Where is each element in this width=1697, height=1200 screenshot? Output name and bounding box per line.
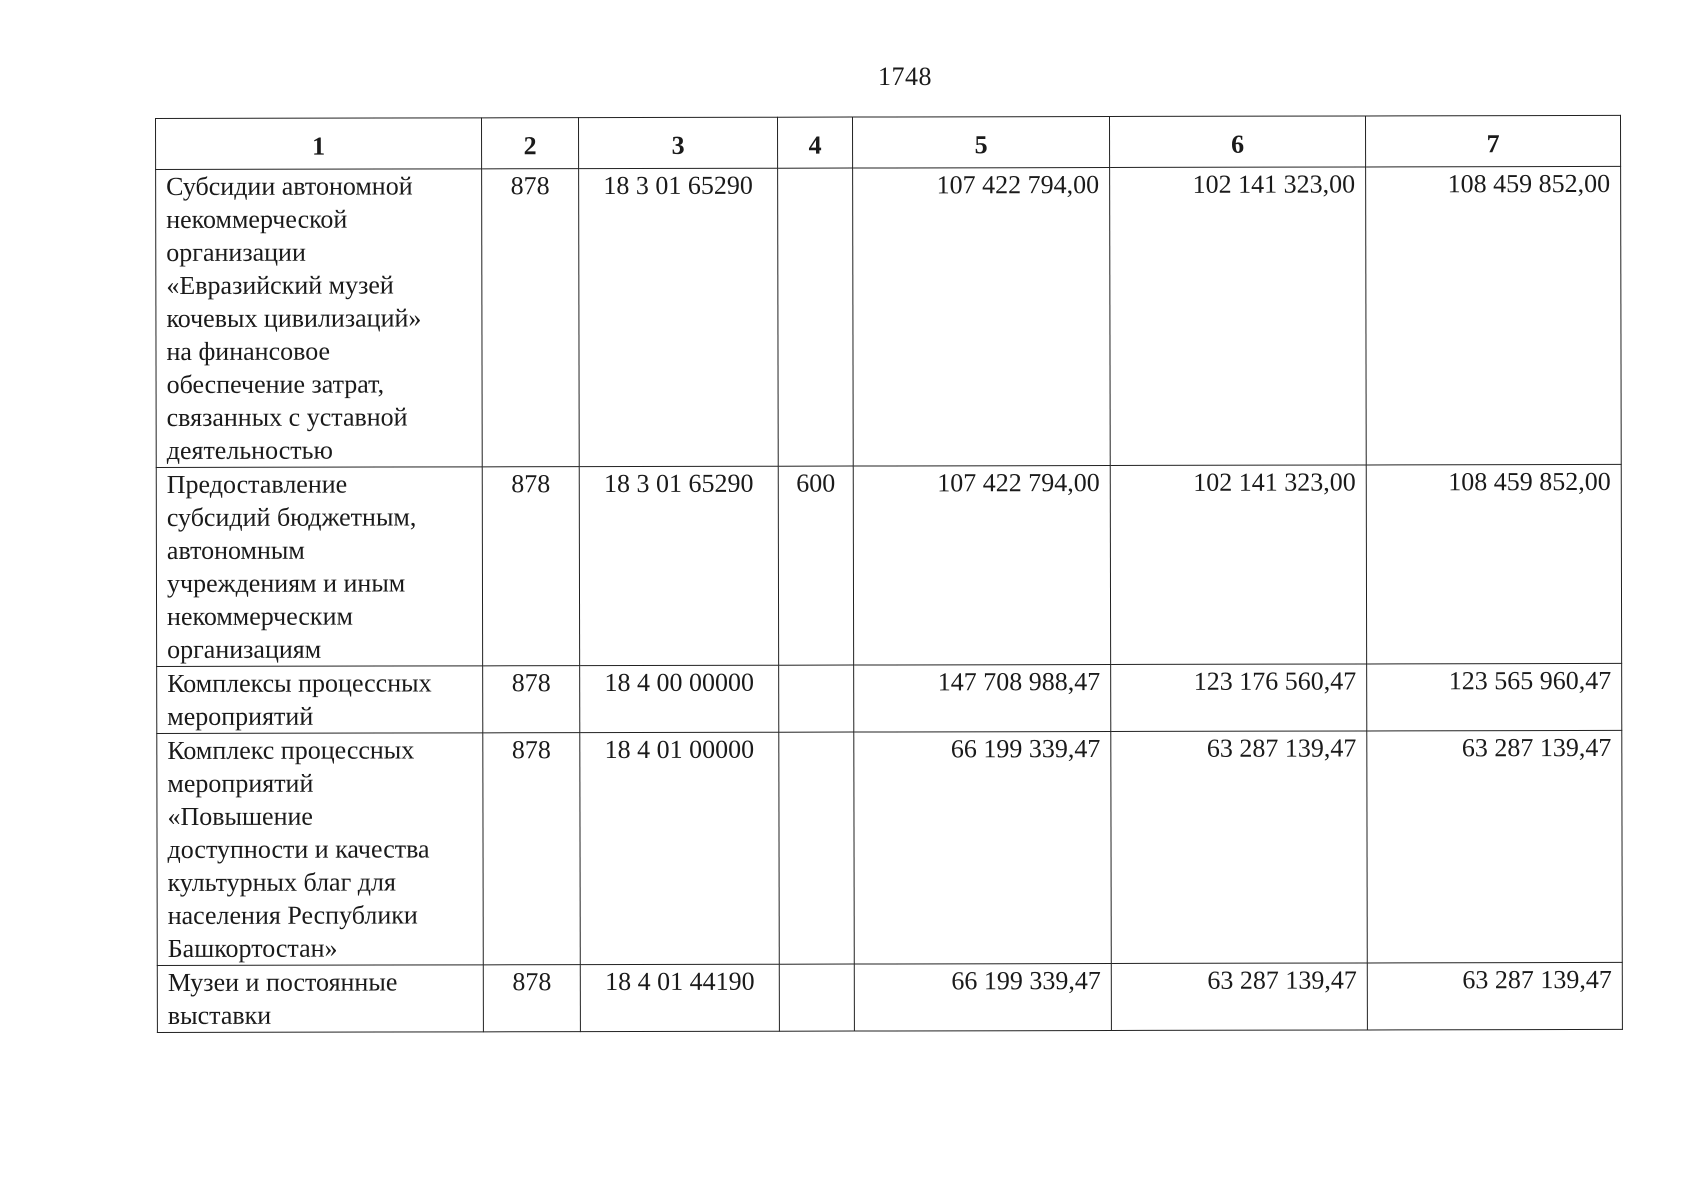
name-line: связанных с уставной [166,402,408,432]
row-col5-cell: 107 422 794,00 [853,168,1111,467]
row-col5-cell: 66 199 339,47 [854,731,1111,964]
row-col2-cell: 878 [483,733,580,965]
header-cell-3: 3 [579,117,778,168]
row-col3-cell: 18 4 01 44190 [580,964,779,1031]
row-name-cell [157,666,483,734]
header-cell-7: 7 [1365,115,1620,167]
name-line: выставки [167,1000,272,1030]
name-line: Музеи и постоянные [167,967,398,997]
row-col5-cell: 107 422 794,00 [853,466,1110,666]
header-cell-2: 2 [482,118,579,169]
name-line: Комплекс процессных [167,735,415,765]
row-col3-cell: 18 3 01 65290 [579,466,778,665]
name-line: деятельностью [166,435,333,465]
row-col4-cell [779,732,854,964]
table-row [157,962,1622,1032]
name-line: субсидий бюджетным, [166,502,417,532]
name-line: автономным [166,535,305,565]
row-name-cell [157,965,483,1033]
row-col2-cell: 878 [482,169,580,467]
header-cell-6: 6 [1109,116,1365,168]
row-col5-cell: 147 708 988,47 [854,664,1111,732]
row-col4-cell [779,964,854,1031]
row-col2-cell: 878 [482,467,579,666]
row-col6-cell: 102 141 323,00 [1110,465,1366,665]
row-col2-cell: 878 [483,965,580,1032]
header-cell-1: 1 [156,118,482,170]
row-col7-cell: 63 287 139,47 [1367,730,1622,963]
row-col6-cell: 102 141 323,00 [1110,167,1367,466]
name-line: Предоставление [166,469,348,499]
table-row [157,730,1622,965]
row-col4-cell [779,665,854,732]
row-col4-cell [778,168,854,466]
row-col6-cell: 63 287 139,47 [1111,731,1367,964]
name-line: некоммерческим [167,601,353,631]
header-cell-5: 5 [852,117,1109,169]
name-line: населения Республики [167,900,418,930]
row-col3-cell: 18 3 01 65290 [579,168,779,466]
name-line: учреждениям и иным [166,568,406,598]
table-row [156,464,1621,666]
name-line: на финансовое [166,336,331,366]
row-name-cell [157,733,483,966]
row-col3-cell: 18 4 01 00000 [580,732,779,964]
row-col7-cell: 108 459 852,00 [1366,464,1621,664]
row-col7-cell: 63 287 139,47 [1367,962,1622,1030]
name-line: мероприятий [167,768,314,798]
name-line: Башкортостан» [167,933,338,963]
name-line: Субсидии автономной [166,171,413,201]
row-col6-cell: 63 287 139,47 [1111,963,1367,1031]
name-line: мероприятий [167,701,314,731]
name-line: доступности и качества [167,834,430,864]
name-line: организациям [167,634,322,664]
name-line: «Повышение [167,801,313,831]
row-col7-cell: 123 565 960,47 [1367,663,1622,731]
name-line: кочевых цивилизаций» [166,303,422,333]
row-col7-cell: 108 459 852,00 [1366,166,1622,465]
name-line: некоммерческой [166,204,348,234]
header-cell-4: 4 [777,117,852,168]
name-line: организации [166,237,306,267]
budget-table [155,115,1623,1033]
name-line: обеспечение затрат, [166,369,385,399]
row-col6-cell: 123 176 560,47 [1111,664,1367,732]
row-name-cell [156,467,482,667]
name-line: культурных благ для [167,867,396,897]
page-number: 1748 [878,62,932,91]
row-name-cell [156,169,483,468]
row-col3-cell: 18 4 00 00000 [580,665,779,732]
table-row [156,166,1622,467]
name-line: «Евразийский музей [166,270,394,300]
table-row [157,663,1622,733]
row-col5-cell: 66 199 339,47 [854,963,1111,1031]
row-col4-cell: 600 [778,466,853,665]
name-line: Комплексы процессных [167,668,432,698]
row-col2-cell: 878 [483,666,580,733]
table-header-row [156,115,1621,169]
